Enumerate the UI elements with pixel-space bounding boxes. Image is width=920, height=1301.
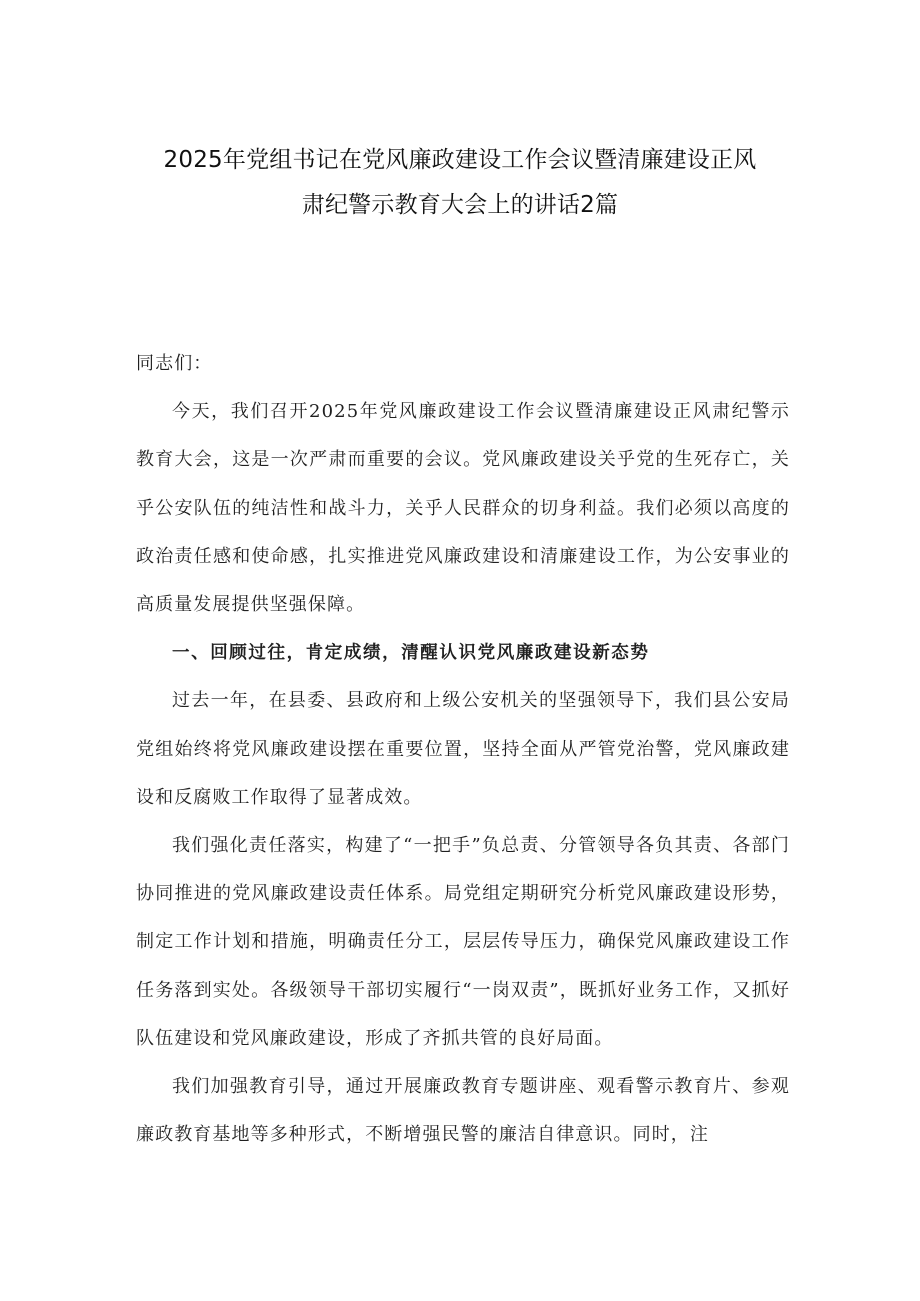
paragraph-review: 过去一年，在县委、县政府和上级公安机关的坚强领导下，我们县公安局党组始终将党风廉政建设摆在重要位置，坚持全面从严管党治警，党风廉政建设和反腐败工作取得了显著成效。 [136,690,790,808]
paragraph-intro: 今天，我们召开2025年党风廉政建设工作会议暨清廉建设正风肃纪警示教育大会，这是一次严肃而重要的会议。党风廉政建设关乎党的生死存亡，关乎公安队伍的纯洁性和战斗力，关乎人民群众的切身利益。我们必须以高度的政治责任感和使命感，扎实推进党风廉政建设和清廉建设工作，为公安事业的高质量发展提供坚强保障。 [136,401,790,616]
paragraph-education: 我们加强教育引导，通过开展廉政教育专题讲座、观看警示教育片、参观廉政教育基地等多种形式，不断增强民警的廉洁自律意识。同时，注 [136,1076,790,1146]
document-title [120,138,800,228]
salutation: 同志们： [136,353,213,374]
section-heading-1: 一、回顾过往，肯定成绩，清醒认识党风廉政建设新态势 [172,643,650,664]
title-line-1: 2025年党组书记在党风廉政建设工作会议暨清廉建设正风 [163,147,757,173]
paragraph-responsibility: 我们强化责任落实，构建了“一把手”负总责、分管领导各负其责、各部门协同推进的党风廉政建设责任体系。局党组定期研究分析党风廉政建设形势，制定工作计划和措施，明确责任分工，层层传导压力，确保党风廉政建设工作任务落到实处。各级领导干部切实履行“一岗双责”，既抓好业务工作，又抓好队伍建设和党风廉政建设，形成了齐抓共管的良好局面。 [136,835,790,1049]
title-line-2: 肃纪警示教育大会上的讲话2篇 [301,192,619,218]
document-body [136,340,790,1159]
